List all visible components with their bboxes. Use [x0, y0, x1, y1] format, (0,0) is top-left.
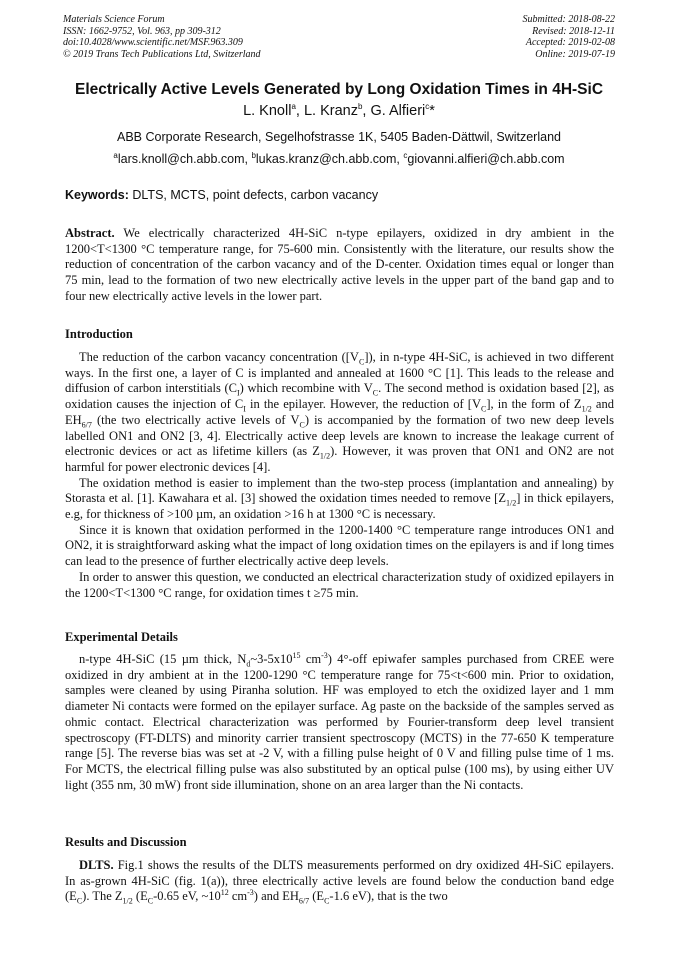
email-sup: b — [251, 150, 256, 160]
text-run: cm — [228, 889, 248, 904]
keywords-label: Keywords: — [65, 188, 129, 202]
section-heading-introduction: Introduction — [65, 327, 133, 341]
text-run: and EH — [65, 397, 614, 427]
abstract-text: We electrically characterized 4H-SiC n-type epilayers, oxidized in dry ambient in the 1200<T<1300 °C temperature range, for 75-600 min. Consistently with the literature, our results show the reduction of concentration of the carbon vacancy and of the D-center. Oxidation times equal or longer than 75 min, lead to the formation of two new electrically active levels in the upper part of the band gap and to four new electrically active levels in the lower part. — [65, 226, 614, 303]
doi-line: doi:10.4028/www.scientific.net/MSF.963.309 — [63, 37, 243, 48]
journal-name: Materials Science Forum — [63, 14, 165, 25]
subscript: C — [324, 896, 330, 906]
subscript: C — [372, 388, 379, 398]
section-heading-experimental: Experimental Details — [65, 630, 178, 644]
abstract — [65, 226, 614, 305]
subscript: 1/2 — [581, 404, 592, 414]
text-run: ~3-5x10 — [250, 652, 293, 666]
author-kranz: L. Kranz — [303, 103, 358, 119]
email-knoll[interactable]: lars.knoll@ch.abb.com, — [117, 152, 252, 166]
text-run: ) and EH — [253, 889, 299, 904]
subscript: 1/2 — [505, 498, 517, 508]
text-run: cm — [300, 652, 322, 666]
intro-paragraph-3: Since it is known that oxidation performed in the 1200-1400 °C temperature range introduces ON1 and ON2, it is straightforward asking what the impact of long oxidation times on the epilayers is and if long times can lead to the presence of further electrically active deep levels. — [65, 522, 614, 569]
text-run: The oxidation method is easier to implement than the two-step process (implantation and annealing) by Storasta et al. [1]. Kawahara et al. [3] showed the oxidation times needed to remove [Z — [65, 475, 614, 506]
author-alfieri: G. Alfieri — [370, 103, 426, 119]
text-run: -1.6 eV), that is the two — [329, 889, 448, 904]
subscript: 6/7 — [298, 896, 310, 906]
text-run: Fig.1 shows the results of the DLTS measurements performed on dry oxidized 4H-SiC epilayers. In as-grown 4H-SiC (fig. 1(a)), three electrically active levels are found below the conduction band edge (E — [65, 858, 614, 904]
email-kranz[interactable]: lukas.kranz@ch.abb.com, — [255, 152, 404, 166]
revised-date: Revised: 2018-12-11 — [532, 25, 615, 37]
text-run: (the two electrically active levels of V — [91, 412, 300, 427]
accepted-date: Accepted: 2019-02-08 — [525, 37, 615, 48]
submitted-date: Submitted: 2018-08-22 — [522, 14, 615, 25]
subscript: C — [147, 896, 154, 906]
author-emails — [40, 152, 638, 166]
author-knoll: L. Knoll — [243, 103, 292, 119]
text-run: ) is accompanied by the formation of two new deep levels labelled ON1 and ON2 [3, 4]. Electrically active deep levels are known to increase the leakage current of electronic devices or act as lifetime killers (as Z — [65, 412, 614, 459]
author-kranz-sup: b — [357, 102, 363, 112]
subscript: I — [243, 404, 246, 414]
section-heading-results: Results and Discussion — [65, 835, 187, 849]
text-run: ] in thick epilayers, e.g, for thickness of >100 µm, an oxidation >16 h at 1300 °C is necessary. — [65, 491, 614, 522]
subscript: C — [481, 404, 487, 414]
paper-title: Electrically Active Levels Generated by Long Oxidation Times in 4H-SiC — [74, 81, 604, 98]
text-run: in the epilayer. However, the reduction of [V — [245, 397, 481, 412]
intro-paragraph-4: In order to answer this question, we conducted an electrical characterization study of oxidized epilayers in the 1200<T<1300 °C range, for oxidation times t ≥75 min. — [65, 569, 614, 600]
text-run: n-type 4H-SiC (15 µm thick, N — [79, 652, 247, 666]
email-sup: a — [113, 150, 118, 160]
copyright-line: © 2019 Trans Tech Publications Ltd, Switzerland — [63, 48, 261, 60]
subscript: d — [246, 659, 251, 669]
text-run: ) which recombine with V — [239, 381, 373, 396]
superscript: 15 — [292, 650, 301, 660]
introduction-body — [65, 350, 614, 601]
journal-header-right — [523, 14, 616, 60]
experimental-body — [65, 652, 614, 793]
text-run: (E — [132, 889, 148, 904]
subscript: C — [299, 420, 305, 430]
author-list — [40, 103, 638, 119]
keywords-line — [65, 188, 378, 202]
email-alfieri[interactable]: giovanni.alfieri@ch.abb.com — [407, 152, 565, 166]
superscript: -3 — [321, 650, 328, 660]
subscript: I — [237, 388, 240, 398]
subscript: 1/2 — [319, 451, 331, 461]
abstract-label: Abstract. — [65, 226, 115, 240]
dlts-label: DLTS. — [79, 858, 114, 872]
text-run: (E — [309, 889, 325, 904]
journal-header-left — [63, 14, 261, 60]
results-paragraph — [65, 858, 614, 905]
affiliation: ABB Corporate Research, Segelhofstrasse 1K, 5405 Baden-Dättwil, Switzerland — [117, 130, 561, 144]
superscript: 12 — [220, 888, 229, 898]
email-sup: c — [403, 150, 408, 160]
intro-paragraph-1 — [65, 350, 614, 476]
results-body — [65, 858, 614, 905]
experimental-paragraph — [65, 652, 614, 793]
text-run: ) 4°-off epiwafer samples purchased from CREE were oxidized in dry ambient at in the 1200-1290 °C temperature range for 75<t<600 min. Prior to oxidation, samples were cleaned by using Piranha solution. HF was employed to etch the oxidized layer and 1 mm diameter Ni contacts were formed on the epilayer surface. Ag paste on the backside of the samples served as ohmic contact. Electrical characterization was performed by Fourier-transform deep level transient spectroscopy (FT-DLTS) and minority carrier transient spectroscopy (MCTS) in the 77-650 K temperature range [5]. The reverse bias was set at -2 V, with a filling pulse height of 0 V and filling pulse time of 1 ms. For MCTS, the electrical filling pulse was also substituted by an optical pulse (100 ms), by using either UV light (355 nm, 30 mW) front side illumination, shone on an area larger than the Ni contacts. — [65, 652, 614, 792]
author-knoll-sup: a — [291, 102, 296, 112]
subscript: 6/7 — [81, 420, 92, 430]
subscript: C — [76, 896, 83, 906]
text-run: -0.65 eV, ~10 — [153, 889, 221, 904]
abstract-paragraph — [65, 226, 614, 305]
author-sep: , — [295, 103, 304, 119]
online-date: Online: 2019-07-19 — [535, 48, 615, 60]
issn-line: ISSN: 1662-9752, Vol. 963, pp 309-312 — [63, 25, 221, 37]
intro-paragraph-2 — [65, 476, 614, 523]
text-run: ], in the form of Z — [486, 397, 582, 412]
corresponding-star: * — [429, 103, 435, 119]
superscript: -3 — [247, 888, 254, 898]
author-alfieri-sup: c — [425, 102, 430, 112]
subscript: C — [358, 357, 365, 367]
text-run: . The second method is oxidation based [2], as oxidation causes the injection of C — [65, 381, 614, 412]
author-sep: , — [362, 103, 371, 119]
text-run: ). However, it was proven that ON1 and ON2 are not harmful for power electronic devices [4]. — [65, 444, 614, 474]
text-run: The reduction of the carbon vacancy concentration ([V — [79, 350, 359, 364]
keywords-text: DLTS, MCTS, point defects, carbon vacancy — [128, 188, 379, 202]
text-run: ). The Z — [82, 889, 123, 904]
text-run: ]), in n-type 4H-SiC, is achieved in two different ways. In the first one, a layer of C is implanted and annealed at 1600 °C [1]. This leads to the release and diffusion of carbon interstitials (C — [65, 350, 614, 396]
subscript: 1/2 — [122, 896, 133, 906]
